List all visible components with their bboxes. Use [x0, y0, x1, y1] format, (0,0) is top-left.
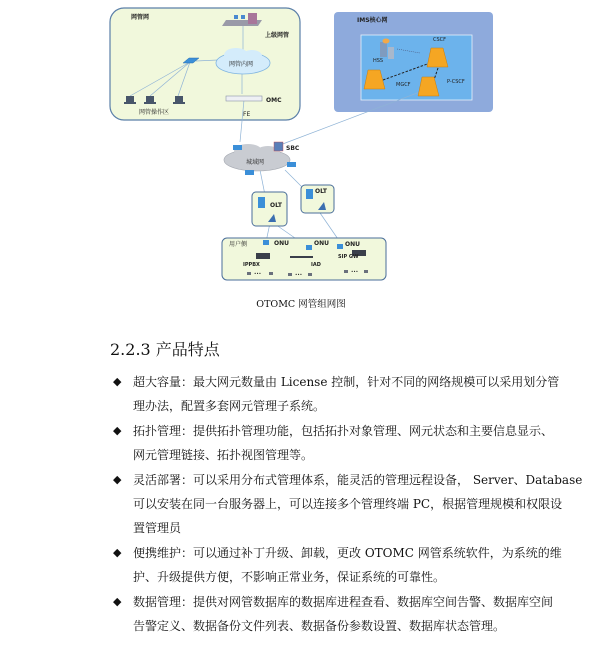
feature-text-line: 便携维护：可以通过补丁升级、卸载，更改 OTOMC 网管系统软件，为系统的维 — [133, 545, 562, 560]
ims-inner-zone — [361, 35, 472, 100]
sbc-icon — [274, 142, 283, 151]
onu-icon — [263, 240, 269, 245]
feature-item — [113, 419, 554, 468]
nms-intranet-label: 网管内网 — [229, 61, 254, 68]
feature-text-line: 灵活部署：可以采用分布式管理体系，能灵活的管理远程设备， Server、Database — [133, 472, 583, 487]
feature-text-line: 理办法，配置多套网元管理子系统。 — [133, 399, 326, 414]
olt-icon — [306, 189, 313, 199]
more-phones: ••• — [351, 269, 359, 274]
operation-area-label: 网管操作区 — [139, 109, 170, 116]
onu-label: ONU — [345, 241, 360, 248]
feature-text-line: 拓扑管理：提供拓扑管理功能，包括拓扑对象管理、网元状态和主要信息显示、 — [133, 423, 554, 438]
iad-icon — [290, 256, 313, 258]
diamond-bullet-icon: ◆ — [113, 594, 122, 608]
omc-label: OMC — [266, 97, 282, 104]
feature-text-line: 置管理员 — [133, 521, 182, 536]
nms-zone-title: 网管网 — [131, 14, 150, 21]
metro-label: 城域网 — [246, 159, 265, 166]
sip-gw-label: SIP GW — [338, 254, 359, 260]
ippbx-label: IPPBX — [243, 262, 260, 268]
onu-icon — [337, 244, 343, 249]
feature-text-line: 可以安装在同一台服务器上，可以连接多个管理终端 PC，根据管理规模和权限设 — [133, 497, 563, 512]
metro-switch-icon — [245, 170, 254, 175]
onu-label: ONU — [314, 240, 329, 247]
metro-switch-icon — [233, 145, 242, 150]
feature-item — [113, 590, 554, 639]
feature-item — [113, 468, 583, 541]
feature-item — [113, 370, 560, 419]
onu-icon — [306, 245, 312, 250]
feature-text-line: 数据管理：提供对网管数据库的数据库进程查看、数据库空间告警、数据库空间 — [133, 594, 554, 609]
network-diagram — [0, 0, 602, 290]
feature-text-line: 护、升级提供方便，不影响正常业务，保证系统的可靠性。 — [133, 570, 446, 585]
iad-label: IAD — [311, 262, 321, 268]
pcscf-label: P-CSCF — [447, 79, 465, 85]
diamond-bullet-icon: ◆ — [113, 423, 122, 437]
feature-text-line: 超大容量：最大网元数量由 License 控制，针对不同的网络规模可以采用划分管 — [133, 375, 560, 389]
onu-label: ONU — [274, 240, 289, 247]
omc-server-icon — [226, 96, 262, 101]
feature-text-line: 网元管理链接、拓扑视图管理等。 — [133, 448, 314, 463]
more-phones: ••• — [295, 272, 303, 277]
olt-icon — [258, 197, 265, 208]
diamond-bullet-icon: ◆ — [113, 375, 122, 388]
ims-zone-title: IMS核心网 — [357, 17, 388, 24]
diamond-bullet-icon: ◆ — [113, 472, 122, 486]
cscf-label: CSCF — [433, 37, 447, 43]
feature-item — [113, 541, 562, 590]
sbc-label: SBC — [286, 145, 300, 152]
fe-label: FE — [243, 111, 251, 118]
olt-label: OLT — [315, 188, 328, 195]
olt-label: OLT — [270, 202, 283, 209]
section-heading: 2.2.3 产品特点 — [110, 340, 220, 359]
upper-nms-label: 上级网管 — [265, 32, 290, 39]
diamond-bullet-icon: ◆ — [113, 545, 122, 559]
hss-label: HSS — [373, 58, 384, 64]
feature-list — [113, 370, 583, 638]
metro-switch-icon — [287, 162, 296, 167]
mgcf-label: MGCF — [396, 82, 411, 88]
ippbx-icon — [256, 253, 270, 259]
figure-caption: OTOMC 网管组网图 — [256, 299, 346, 310]
user-side-label: 用户侧 — [229, 241, 248, 248]
feature-text-line: 告警定义、数据备份文件列表、数据备份参数设置、数据库状态管理。 — [133, 619, 506, 634]
more-phones: ••• — [254, 271, 262, 276]
